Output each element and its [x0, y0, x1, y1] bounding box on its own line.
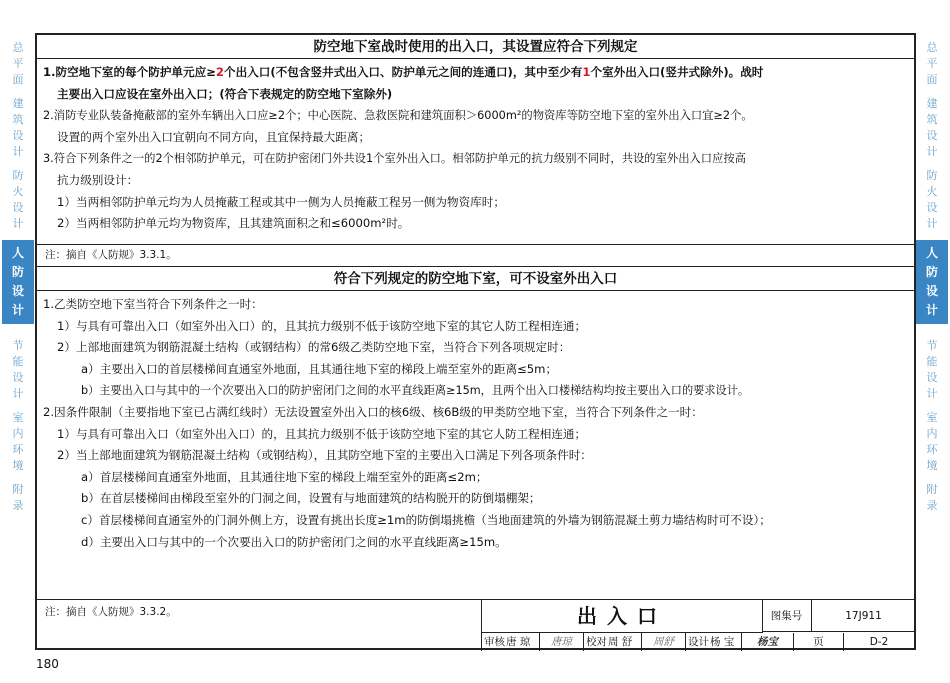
chapter-tab-energy-right[interactable] [916, 338, 948, 402]
section1-body [37, 59, 914, 245]
chapter-char: 计 [12, 145, 24, 158]
chapter-char: 火 [12, 185, 24, 198]
chapter-char: 计 [12, 387, 24, 400]
clause-line: c）首层楼梯间直通室外的门洞外侧上方，设置有挑出长度≥1m的防倒塌挑檐（当地面建筑的外墙为钢筋混凝土剪力墙结构时可不设）； [81, 512, 771, 527]
chapter-char: 境 [12, 459, 24, 472]
chapter-char: 节 [926, 339, 938, 352]
chapter-tab-appendix-right[interactable] [916, 482, 948, 514]
rule-1-cont: 主要出入口应设在室外出入口；(符合下表规定的防空地下室除外) [57, 86, 393, 101]
page-label: 页 [794, 633, 844, 651]
chapter-char: 节 [12, 339, 24, 352]
chapter-char: 人 [925, 246, 938, 260]
chapter-char: 设 [925, 284, 938, 298]
chapter-char: 设 [11, 284, 24, 298]
chapter-char: 防 [11, 265, 24, 279]
signature-row [482, 633, 915, 651]
section2-body [37, 291, 914, 556]
chapter-char: 建 [926, 97, 938, 110]
chapter-char: 内 [926, 427, 938, 440]
checker-signature: 周舒 [642, 633, 686, 651]
chapter-char: 设 [12, 371, 24, 384]
chapter-tab-energy[interactable] [2, 338, 34, 402]
chapter-char: 设 [926, 129, 938, 142]
chapter-char: 防 [926, 169, 938, 182]
clause-line: a）主要出入口的首层楼梯间直通室外地面，且其通往地下室的梯段上端至室外的距离≤5m； [81, 361, 558, 376]
chapter-char: 设 [12, 129, 24, 142]
chapter-char: 面 [926, 73, 938, 86]
clause-line: 2）当上部地面建筑为钢筋混凝土结构（或钢结构），且其防空地下室的主要出入口满足下列各项条件时： [57, 448, 592, 463]
atlas-number: 17J911 [812, 600, 915, 632]
chapter-char: 附 [926, 483, 938, 496]
rule-3-line: 3.符合下列条件之一的2个相邻防护单元，可在防护密闭门外共设1个室外出入口。相邻防护单元的抗力级别不同时，共设的室外出入口应按高 [43, 152, 746, 166]
chapter-char: 计 [11, 303, 24, 317]
section1-title: 防空地下室战时使用的出入口，其设置应符合下列规定 [37, 35, 914, 59]
checker-name: 周 舒 [608, 633, 642, 651]
title-block [481, 600, 915, 651]
chapter-char: 室 [926, 411, 938, 424]
rule-2-line: 2.消防专业队装备掩蔽部的室外车辆出入口应≥2个；中心医院、急救医院和建筑面积＞6000m²的物资库等防空地下室的室外出入口宜≥2个。 [43, 109, 753, 123]
clause-line: a）首层楼梯间直通室外地面，且其通往地下室的梯段上端至室外的距离≤2m； [81, 469, 488, 484]
clause-line: b）在首层楼梯间由梯段至室外的门洞之间，设置有与地面建筑的结构脱开的防倒塌棚架； [81, 491, 541, 506]
atlas-label: 图集号 [762, 600, 812, 632]
chapter-tab-civil-defense-right[interactable] [916, 240, 948, 324]
right-chapter-nav [916, 40, 948, 522]
chapter-tab-fire-right[interactable] [916, 168, 948, 232]
chapter-char: 能 [926, 355, 938, 368]
chapter-char: 火 [926, 185, 938, 198]
designer-signature: 杨宝 [742, 633, 794, 651]
chapter-char: 平 [12, 57, 24, 70]
reviewer-signature: 唐琼 [540, 633, 584, 651]
rule-3-item-1: 1）当两相邻防护单元均为人员掩蔽工程或其中一侧为人员掩蔽工程另一侧为物资库时； [57, 194, 505, 209]
chapter-char: 环 [12, 443, 24, 456]
chapter-char: 能 [12, 355, 24, 368]
chapter-char: 计 [926, 145, 938, 158]
chapter-char: 室 [12, 411, 24, 424]
drawing-title: 出入口 [482, 600, 763, 633]
rule-1-line [43, 62, 908, 84]
drawing-frame [35, 33, 916, 650]
chapter-tab-fire[interactable] [2, 168, 34, 232]
highlight-number: 1 [582, 65, 591, 79]
chapter-char: 面 [12, 73, 24, 86]
chapter-char: 总 [12, 41, 24, 54]
designer-name: 杨 宝 [710, 633, 742, 651]
chapter-char: 平 [926, 57, 938, 70]
chapter-tab-indoor-right[interactable] [916, 410, 948, 474]
chapter-char: 计 [925, 303, 938, 317]
clause-line: 2）上部地面建筑为钢筋混凝土结构（或钢结构）的常6级乙类防空地下室，当符合下列各项规定时： [57, 340, 571, 355]
chapter-char: 内 [12, 427, 24, 440]
check-label: 校对 [586, 636, 607, 648]
page-number: 180 [36, 657, 59, 671]
rule-text: 个出入口(不包含竖井式出入口、防护单元之间的连通口)，其中至少有 [223, 65, 583, 79]
section2-title: 符合下列规定的防空地下室，可不设室外出入口 [37, 267, 914, 291]
chapter-tab-architecture-right[interactable] [916, 96, 948, 160]
section2-note: 注：摘自《人防规》3.3.2。 [45, 606, 177, 618]
chapter-tab-civil-defense[interactable] [2, 240, 34, 324]
chapter-char: 设 [926, 371, 938, 384]
clause-line: d）主要出入口与其中的一个次要出入口的防护密闭门之间的水平直线距离≥15m。 [81, 534, 507, 549]
clause-line: 1）与具有可靠出入口（如室外出入口）的，且其抗力级别不低于该防空地下室的其它人防工程相连通； [57, 426, 587, 441]
chapter-char: 计 [926, 387, 938, 400]
chapter-char: 防 [925, 265, 938, 279]
chapter-char: 计 [926, 217, 938, 230]
chapter-char: 计 [12, 217, 24, 230]
clause-line: 1.乙类防空地下室当符合下列条件之一时： [43, 297, 263, 311]
chapter-tab-site-plan[interactable] [2, 40, 34, 88]
reviewer-name: 唐 琼 [506, 633, 540, 651]
left-chapter-nav [2, 40, 34, 522]
clause-line: 2.因条件限制（主要指地下室已占满红线时）无法设置室外出入口的核6级、核6B级的甲类防空地下室，当符合下列条件之一时： [43, 404, 703, 419]
chapter-char: 人 [11, 246, 24, 260]
chapter-char: 设 [926, 201, 938, 214]
page-code: D-2 [869, 636, 889, 648]
clause-line: b）主要出入口与其中的一个次要出入口的防护密闭门之间的水平直线距离≥15m，且两个出入口楼梯结构均按主要出入口的要求设计。 [81, 384, 750, 398]
chapter-char: 筑 [12, 113, 24, 126]
chapter-char: 建 [12, 97, 24, 110]
chapter-tab-appendix[interactable] [2, 482, 34, 514]
chapter-char: 境 [926, 459, 938, 472]
rule-2-cont: 设置的两个室外出入口宜朝向不同方向，且宜保持最大距离； [57, 129, 371, 144]
chapter-char: 环 [926, 443, 938, 456]
rule-3-item-2: 2）当两相邻防护单元均为物资库，且其建筑面积之和≤6000m²时。 [57, 216, 410, 231]
chapter-tab-indoor[interactable] [2, 410, 34, 474]
chapter-char: 设 [12, 201, 24, 214]
clause-line: 1）与具有可靠出入口（如室外出入口）的，且其抗力级别不低于该防空地下室的其它人防工程相连通； [57, 318, 587, 333]
chapter-char: 录 [12, 499, 24, 512]
chapter-tab-site-plan-right[interactable] [916, 40, 948, 88]
chapter-tab-architecture[interactable] [2, 96, 34, 160]
section1-note: 注：摘自《人防规》3.3.1。 [37, 245, 914, 267]
footer-block [37, 599, 914, 651]
chapter-char: 附 [12, 483, 24, 496]
chapter-char: 录 [926, 499, 938, 512]
review-label: 审核 [484, 636, 505, 648]
rule-text: 个室外出入口(竖井式除外)。战时 [590, 65, 764, 79]
chapter-char: 总 [926, 41, 938, 54]
chapter-char: 筑 [926, 113, 938, 126]
highlight-number: 2 [215, 65, 224, 79]
rule-3-cont: 抗力级别设计： [57, 172, 139, 187]
chapter-char: 防 [12, 169, 24, 182]
rule-text: 1.防空地下室的每个防护单元应≥ [43, 65, 216, 79]
design-label: 设计 [688, 636, 709, 648]
